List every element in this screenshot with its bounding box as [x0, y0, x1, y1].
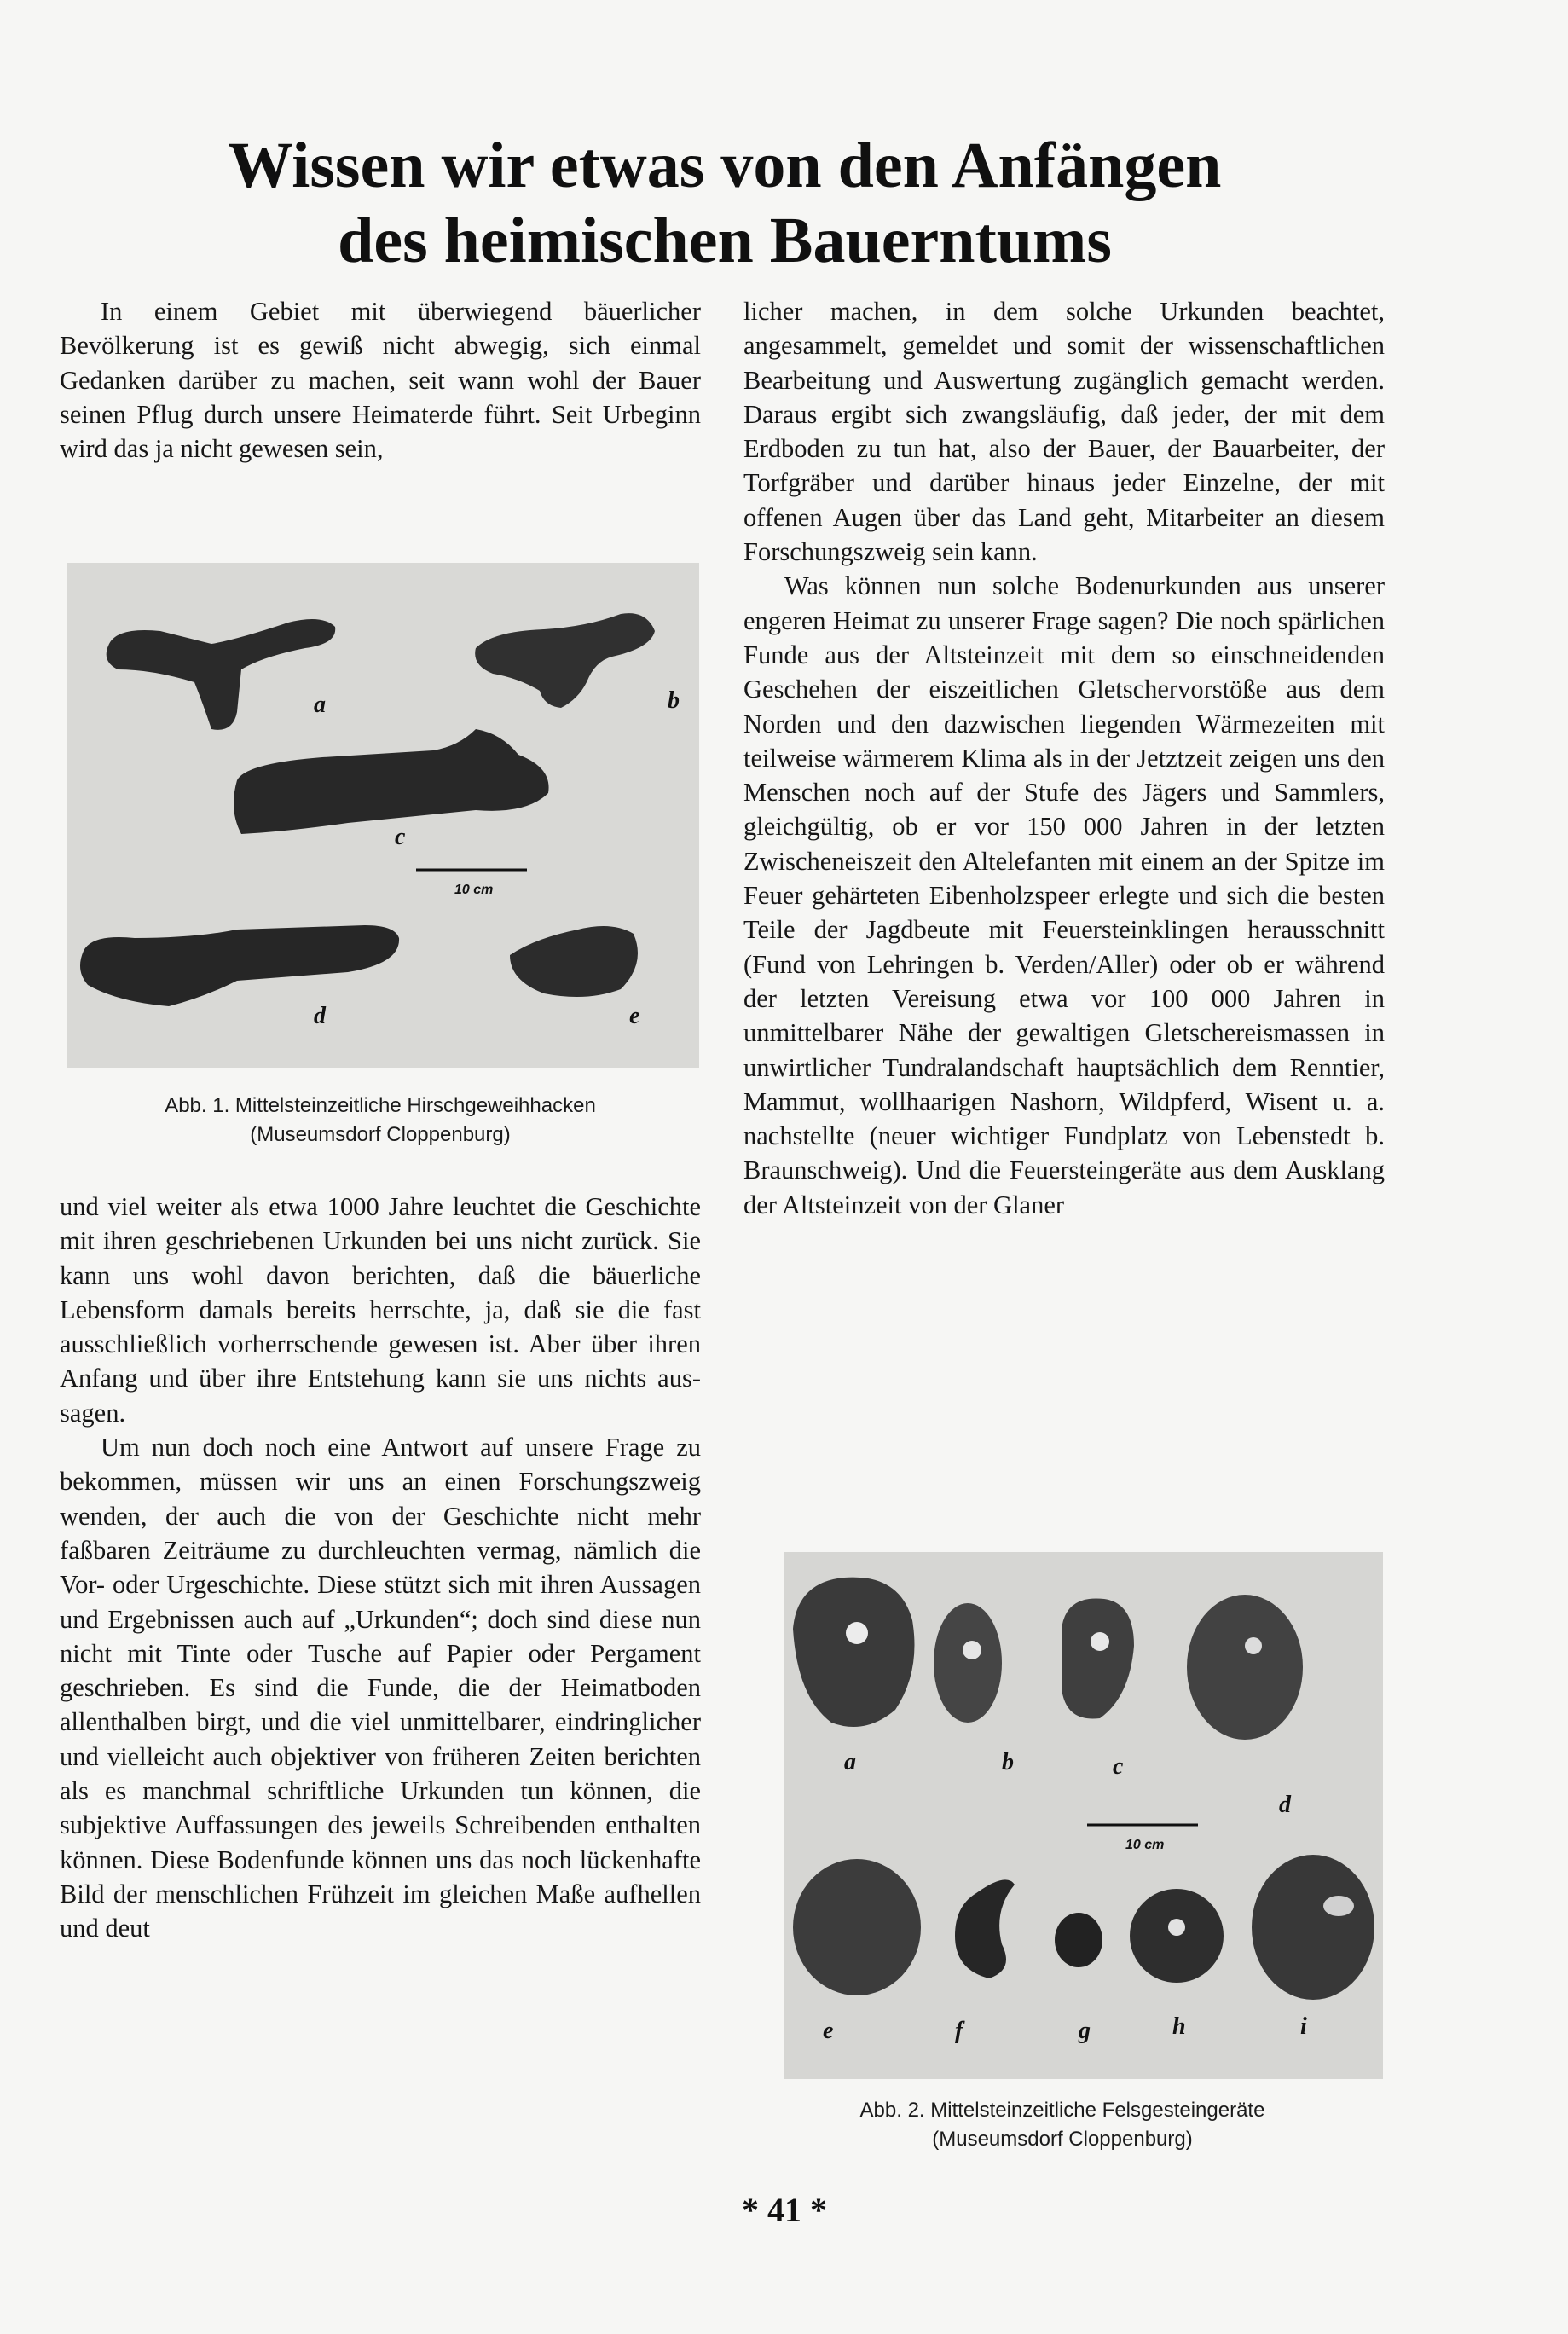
hole-i	[1323, 1896, 1354, 1916]
figure-1-photo	[67, 563, 699, 1068]
figure-1-caption	[60, 1092, 701, 1150]
caption-line: (Museumsdorf Cloppenburg)	[250, 1123, 511, 1146]
label-c: c	[395, 824, 406, 850]
caption-line: Abb. 2. Mittelsteinzeitliche Felsgesteingeräte	[859, 2099, 1265, 2122]
hole-c	[1091, 1632, 1109, 1651]
label-b: b	[668, 687, 680, 714]
antler-hoes-image	[67, 563, 699, 1068]
label-e: e	[629, 1003, 640, 1029]
label-b: b	[1002, 1749, 1014, 1775]
stone-d	[1187, 1595, 1303, 1740]
label-g: g	[1079, 2018, 1091, 2044]
stone-tools-image	[784, 1552, 1383, 2079]
paragraph: Was können nun solche Bodenurkunden aus unserer engeren Heimat zu unserer Frage sagen? Die noch spärlichen Funde aus der Altsteinzeit mit dem so einschneidenden Geschehen der eiszeitlichen Gletschervorstöße aus dem Norden und den dazwischen liegenden Wärmezeiten mit teilweise wärmerem Klima als in der Jetztzeit zeigen uns den Menschen noch auf der Stufe des Jägers und Sammlers, gleichgültig, ob er vor 150 000 Jahren in der letzten Zwischeneiszeit den Altelefanten mit einem an der Spitze im Feuer gehärteten Eibenholzspeer erlegte und sich die besten Teile der Jagdbeute mit Feuersteinklingen herausschnitt (Fund von Lehringen b. Verden/Aller) oder ob er während der letzten Vereisung etwa vor 100 000 Jahren in unmittelbarer Nähe der gewaltigen Gletschereismassen in unwirtlicher Tundralandschaft hauptsächlich dem Renntier, Mammut, wollhaarigen Nashorn, Wildpferd, Wisent u. a. nachstellte (neuer wichtiger Fundplatz von Lebenstedt b. Braunschweig). Und die Feuersteingeräte aus dem Ausklang der Altsteinzeit von der Glaner	[743, 571, 1385, 1219]
figure-2-caption	[742, 2096, 1383, 2154]
stone-i	[1252, 1855, 1374, 2000]
column-left-bottom	[60, 1190, 701, 1946]
label-h: h	[1172, 2013, 1186, 2040]
label-i: i	[1300, 2013, 1307, 2040]
column-right	[743, 294, 1385, 1222]
figure-2-photo	[784, 1552, 1383, 2079]
paragraph: Um nun doch noch eine Antwort auf unsere Frage zu bekommen, müssen wir uns an einen Forschungszweig wenden, der auch die von der Geschichte nicht mehr faßbaren Zeiträume zu durchleuchten vermag, nämlich die Vor- oder Urgeschichte. Diese stützt sich mit ihren Aussagen und Ergebnissen auch auf „Urkunden“; doch sind diese nun nicht mit Tinte oder Tusche auf Papier oder Pergament geschrieben. Es sind die Funde, die der Heimatboden allenthalben birgt, und die viel unmittelbarer, eindringlicher und vielleicht auch objektiver von früheren Zeiten berichten als es manchmal schriftliche Urkunden tun können, die subjektive Auffassungen des jeweils Schreibenden enthalten können. Diese Bodenfunde können uns das noch lückenhafte Bild der menschlichen Frühzeit im gleichen Maße aufhellen und deut	[60, 1433, 701, 1943]
scale-label: 10 cm	[454, 883, 494, 897]
hole-d	[1245, 1637, 1262, 1654]
label-c: c	[1113, 1753, 1124, 1780]
label-e: e	[823, 2018, 834, 2044]
label-d: d	[1279, 1792, 1291, 1818]
paragraph: licher machen, in dem solche Urkunden beachtet, angesammelt, gemeldet und somit der wissenschaftlichen Bearbeitung und Auswertung zugänglich gemacht werden. Daraus ergibt sich zwangsläufig, daß jeder, der mit dem Erdboden zu tun hat, also der Bauer, der Bauarbeiter, der Torfgräber und darüber hinaus jeder Einzelne, der mit offenen Augen über das Land geht, Mitarbeiter an diesem Forschungszweig sein kann.	[743, 297, 1385, 567]
label-d: d	[314, 1003, 326, 1029]
article-title	[85, 128, 1364, 278]
page-number: * 41 *	[742, 2191, 827, 2229]
stone-b	[934, 1603, 1002, 1723]
paragraph: In einem Gebiet mit überwiegend bäuerlicher Bevölkerung ist es gewiß nicht abwegig, sich einmal Gedanken darüber zu machen, seit wann wohl der Bauer seinen Pflug durch unsere Heimaterde führt. Seit Urbeginn wird das ja nicht gewesen sein,	[60, 297, 701, 464]
label-a: a	[314, 692, 326, 718]
hole-h	[1168, 1919, 1185, 1936]
label-a: a	[844, 1749, 856, 1775]
stone-g	[1055, 1913, 1102, 1967]
caption-line: (Museumsdorf Cloppenburg)	[932, 2128, 1193, 2151]
hole-b	[963, 1641, 981, 1659]
column-left-top	[60, 294, 701, 466]
scale-label: 10 cm	[1125, 1838, 1165, 1852]
title-line-2: des heimischen Bauerntums	[338, 205, 1112, 276]
label-f: f	[955, 2018, 963, 2044]
hole-a	[846, 1622, 868, 1644]
title-line-1: Wissen wir etwas von den Anfängen	[228, 130, 1222, 201]
caption-line: Abb. 1. Mittelsteinzeitliche Hirschgeweihhacken	[165, 1094, 596, 1117]
paragraph: und viel weiter als etwa 1000 Jahre leuchtet die Geschichte mit ihren geschriebenen Urkunden bei uns nicht zurück. Sie kann uns wohl davon berichten, daß die bäuerliche Lebensform damals bereits herrschte, ja, daß sie die fast ausschließlich vorherrschende gewesen ist. Aber über ihren Anfang und über ihre Entstehung kann sie uns nichts aussagen.	[60, 1192, 701, 1428]
stone-e	[793, 1859, 921, 1995]
